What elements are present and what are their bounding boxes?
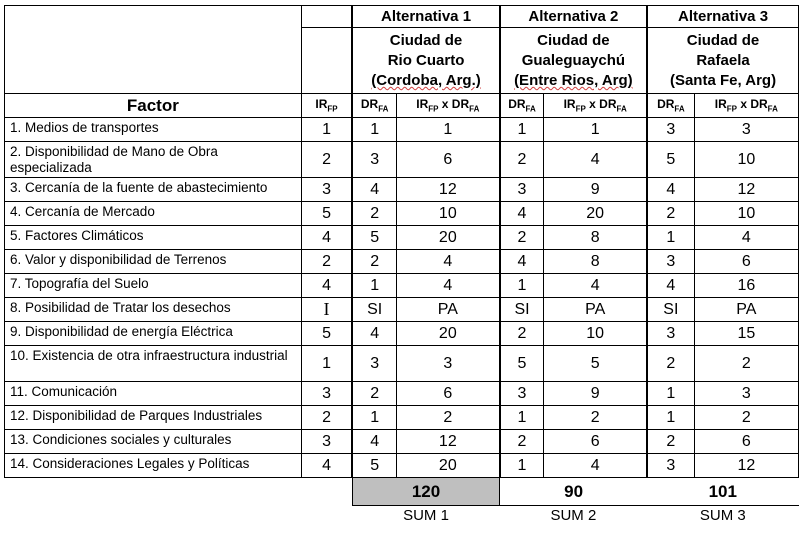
ir-cell: 3 [301,382,352,406]
alt2-dr-cell: 5 [500,346,544,382]
alt2-product-cell: 20 [544,202,647,226]
alt3-dr-cell: 2 [647,346,694,382]
alt1-product-cell: 12 [396,430,499,454]
alt1-product-cell: 1 [396,118,499,142]
ir-cell: 3 [301,178,352,202]
dr-column-header: $DR_{FA}$ [352,94,396,118]
factor-cell: 4. Cercanía de Mercado [5,202,302,226]
alt3-product-cell: 16 [694,274,798,298]
table-row [5,298,799,322]
sum-3-label: SUM 3 [647,506,798,525]
table-body [5,118,799,478]
alt1-product-cell: 20 [396,454,499,478]
table-row [5,118,799,142]
table-row [5,250,799,274]
alt1-dr-cell: 4 [352,178,396,202]
factor-cell: 2. Disponibilidad de Mano de Obra especializada [5,142,302,178]
alt3-dr-cell: 1 [647,406,694,430]
factor-cell: 1. Medios de transportes [5,118,302,142]
alt1-product-cell: 20 [396,322,499,346]
table-row [5,202,799,226]
alt1-dr-cell: 1 [352,118,396,142]
alt2-product-cell: 8 [544,250,647,274]
table-row [5,178,799,202]
alternative-1-city-line2: Rio Cuarto [387,52,465,69]
factor-cell: 12. Disponibilidad de Parques Industriales [5,406,302,430]
alternative-1-city-line1: Ciudad de [389,32,463,49]
alt1-dr-cell: 2 [352,382,396,406]
alt1-dr-cell: 1 [352,406,396,430]
alt2-dr-cell: 2 [500,322,544,346]
alt2-dr-cell: 2 [500,142,544,178]
alt1-product-cell: 3 [396,346,499,382]
alt3-product-cell: 15 [694,322,798,346]
factor-cell: 10. Existencia de otra infraestructura industrial [5,346,302,382]
factor-cell: 8. Posibilidad de Tratar los desechos [5,298,302,322]
ir-cell: 5 [301,202,352,226]
alt1-dr-cell: 1 [352,274,396,298]
alt1-dr-cell: 4 [352,430,396,454]
dr-column-header: $DR_{FA}$ [647,94,694,118]
ir-cell: 4 [301,226,352,250]
alternative-3-city-line1: Ciudad de [686,32,760,49]
alt2-product-cell: 2 [544,406,647,430]
sum-2-label: SUM 2 [500,506,647,525]
factor-cell: 14. Consideraciones Legales y Políticas [5,454,302,478]
factor-rating-table [4,5,799,525]
alt1-dr-cell: 2 [352,250,396,274]
alternative-1-city [352,28,499,94]
alternative-3-city-line3: (Santa Fe, Arg) [669,72,777,89]
alternative-2-city-line2: Gualeguaychú [521,52,626,69]
alternative-2-city-line3: (Entre Rios, Arg) [514,72,633,89]
ir-cell: 2 [301,406,352,430]
factor-column-header: Factor [5,94,302,118]
alt2-dr-cell: 2 [500,226,544,250]
alternative-3-header: Alternativa 3 [647,6,798,28]
alternative-3-city-line2: Rafaela [696,52,750,69]
factor-cell: 7. Topografía del Suelo [5,274,302,298]
alt3-product-cell: PA [694,298,798,322]
alt2-product-cell: 9 [544,178,647,202]
alt3-product-cell: 12 [694,454,798,478]
ir-cell: 1 [301,346,352,382]
ir-cell: 4 [301,274,352,298]
alt2-dr-cell: 3 [500,382,544,406]
alternative-2-header: Alternativa 2 [500,6,647,28]
alt2-product-cell: 4 [544,454,647,478]
alt1-dr-cell: 2 [352,202,396,226]
alt3-product-cell: 6 [694,250,798,274]
alt3-dr-cell: 3 [647,454,694,478]
alt3-dr-cell: 1 [647,226,694,250]
alt2-product-cell: PA [544,298,647,322]
alt1-dr-cell: 4 [352,322,396,346]
alt2-dr-cell: 1 [500,274,544,298]
alt2-product-cell: 5 [544,346,647,382]
alt3-product-cell: 3 [694,118,798,142]
factor-cell: 13. Condiciones sociales y culturales [5,430,302,454]
factor-cell: 3. Cercanía de la fuente de abastecimiento [5,178,302,202]
alt2-dr-cell: 1 [500,118,544,142]
factor-cell: 5. Factores Climáticos [5,226,302,250]
alt1-dr-cell: SI [352,298,396,322]
alt2-dr-cell: 4 [500,202,544,226]
alt2-product-cell: 1 [544,118,647,142]
alt3-product-cell: 2 [694,406,798,430]
alt1-dr-cell: 5 [352,226,396,250]
sum-3-value: 101 [647,478,798,506]
alt2-dr-cell: 1 [500,454,544,478]
table-row [5,382,799,406]
alt3-product-cell: 6 [694,430,798,454]
alt3-product-cell: 10 [694,202,798,226]
alt3-dr-cell: 5 [647,142,694,178]
table-row [5,274,799,298]
alt1-product-cell: 12 [396,178,499,202]
alt3-dr-cell: 3 [647,250,694,274]
alt3-dr-cell: 3 [647,322,694,346]
ir-cell: 1 [301,118,352,142]
alt1-product-cell: 4 [396,274,499,298]
ir-column-header: $IR_{FP}$ [301,94,352,118]
alt1-dr-cell: 3 [352,346,396,382]
table-row [5,346,799,382]
alt3-dr-cell: 2 [647,430,694,454]
alt2-dr-cell: SI [500,298,544,322]
alt1-product-cell: 6 [396,142,499,178]
table-row [5,406,799,430]
alternative-2-city-line1: Ciudad de [537,32,610,49]
factor-cell: 9. Disponibilidad de energía Eléctrica [5,322,302,346]
alt1-product-cell: 10 [396,202,499,226]
alt3-product-cell: 10 [694,142,798,178]
alt1-product-cell: 20 [396,226,499,250]
ir-cell: 2 [301,142,352,178]
alt2-product-cell: 4 [544,142,647,178]
alt1-product-cell: 2 [396,406,499,430]
dr-column-header: $DR_{FA}$ [500,94,544,118]
alt3-product-cell: 3 [694,382,798,406]
alt2-dr-cell: 4 [500,250,544,274]
alt3-dr-cell: 1 [647,382,694,406]
alternative-1-city-line3: (Cordoba, Arg.) [371,72,481,89]
alt3-product-cell: 12 [694,178,798,202]
product-column-header: $IR_{FP}$ x $DR_{FA}$ [544,94,647,118]
alt3-product-cell: 4 [694,226,798,250]
ir-cell: 3 [301,430,352,454]
alt2-product-cell: 10 [544,322,647,346]
table-row [5,454,799,478]
table-row [5,226,799,250]
product-column-header: $IR_{FP}$ x $DR_{FA}$ [396,94,499,118]
alternative-1-header: Alternativa 1 [352,6,499,28]
alternative-3-city [647,28,798,94]
sum-1-value: 120 [352,478,499,506]
alternative-2-city [500,28,647,94]
sum-1-label: SUM 1 [352,506,499,525]
alt3-dr-cell: 4 [647,274,694,298]
alt2-product-cell: 8 [544,226,647,250]
factor-cell: 6. Valor y disponibilidad de Terrenos [5,250,302,274]
alt1-product-cell: 4 [396,250,499,274]
alt2-dr-cell: 2 [500,430,544,454]
alt1-dr-cell: 5 [352,454,396,478]
alt1-dr-cell: 3 [352,142,396,178]
alt3-dr-cell: 4 [647,178,694,202]
table-row [5,142,799,178]
product-column-header: $IR_{FP}$ x $DR_{FA}$ [694,94,798,118]
sum-2-value: 90 [500,478,647,506]
alt1-product-cell: 6 [396,382,499,406]
alt2-dr-cell: 1 [500,406,544,430]
factor-cell: 11. Comunicación [5,382,302,406]
alt3-dr-cell: 3 [647,118,694,142]
alt3-product-cell: 2 [694,346,798,382]
ir-cell: 5 [301,322,352,346]
ir-cell: I [301,298,352,322]
alt3-dr-cell: 2 [647,202,694,226]
ir-cell: 4 [301,454,352,478]
alt3-dr-cell: SI [647,298,694,322]
alt2-product-cell: 9 [544,382,647,406]
ir-cell: 2 [301,250,352,274]
alt2-product-cell: 6 [544,430,647,454]
alt2-product-cell: 4 [544,274,647,298]
alt1-product-cell: PA [396,298,499,322]
alt2-dr-cell: 3 [500,178,544,202]
table-row [5,322,799,346]
table-row [5,430,799,454]
